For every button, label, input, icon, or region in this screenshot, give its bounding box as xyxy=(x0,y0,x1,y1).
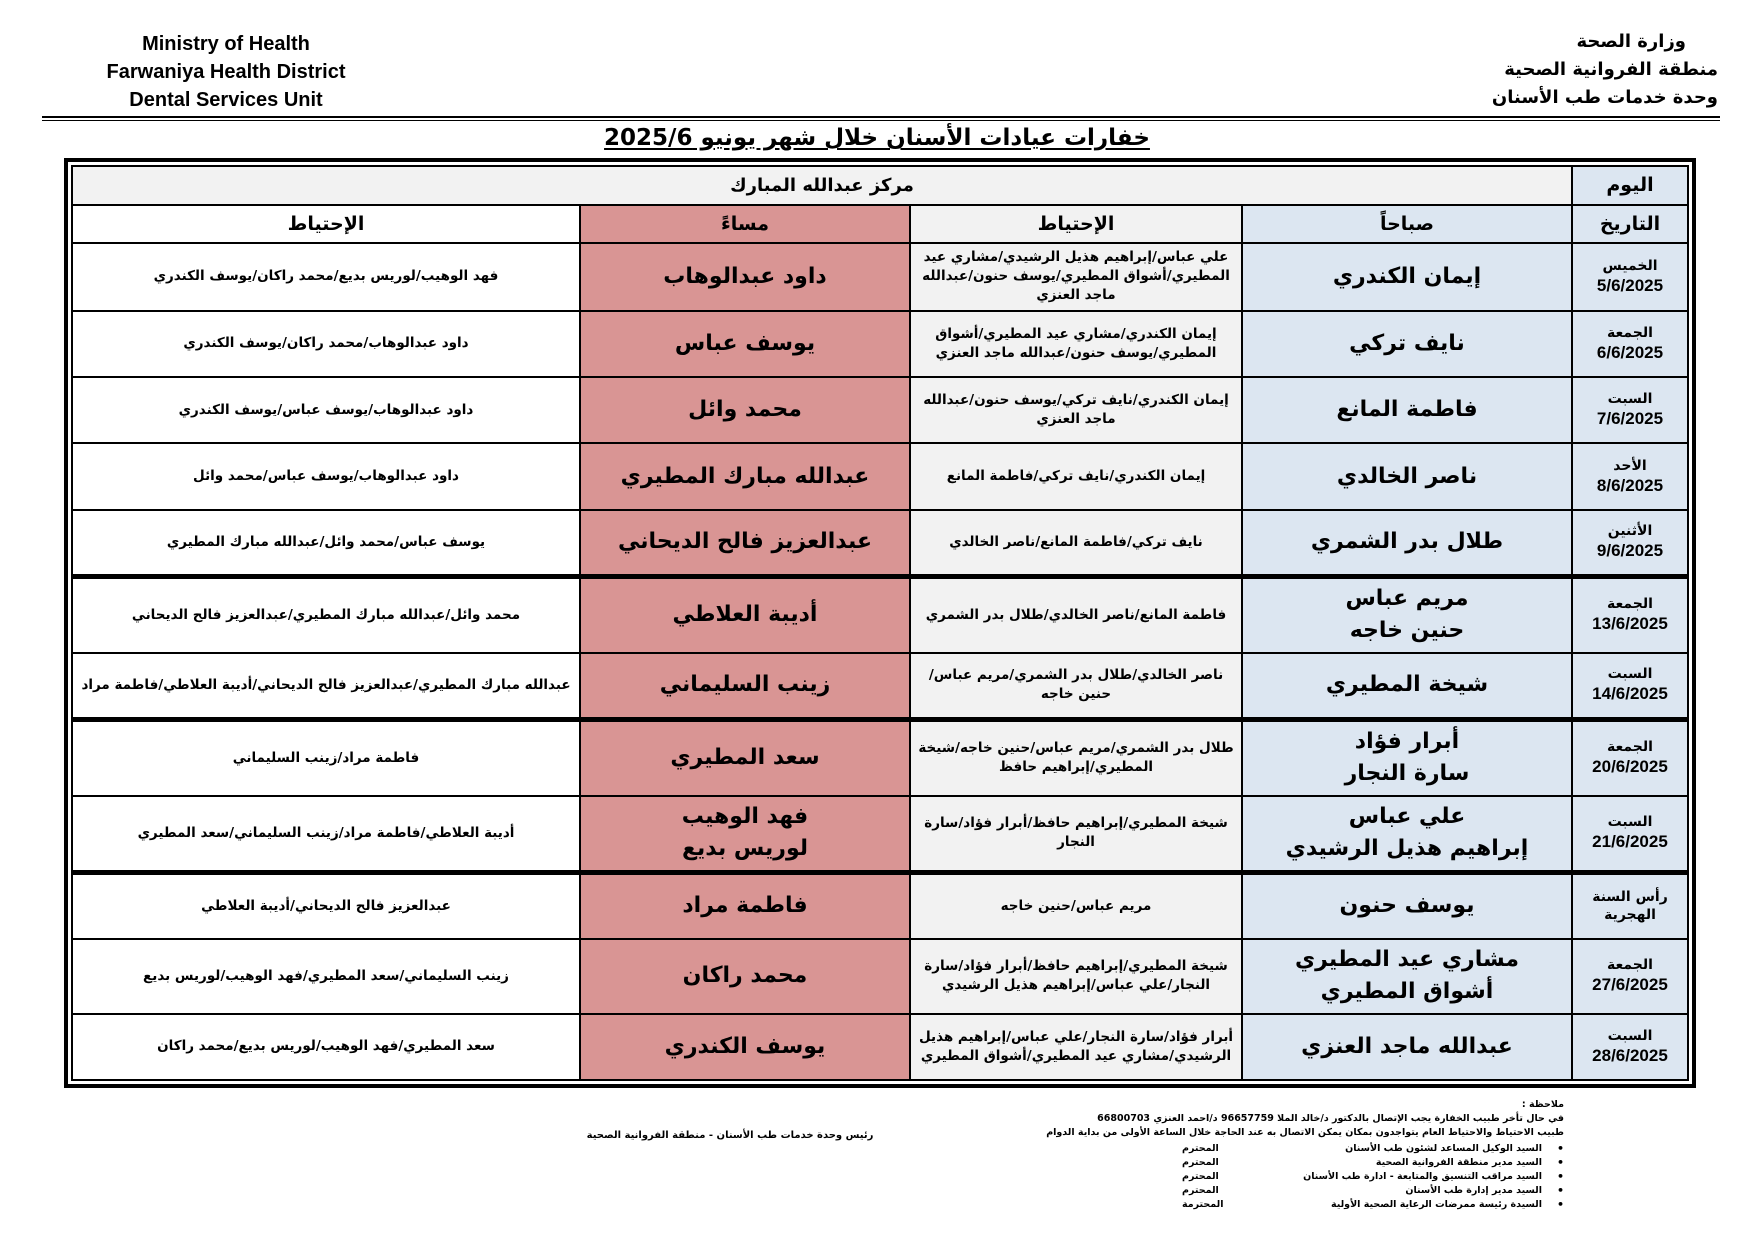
day-date: 9/6/2025 xyxy=(1596,541,1664,561)
notes-heading: ملاحظة : xyxy=(1521,1099,1564,1110)
schedule-row xyxy=(72,243,1688,310)
day-header: اليوم xyxy=(1572,166,1688,205)
date-cell xyxy=(1572,311,1688,377)
day-date: 27/6/2025 xyxy=(1592,975,1668,995)
evening-doctor-name: يوسف عباس xyxy=(674,330,816,356)
evening-reserve-cell: أديبة العلاطي/فاطمة مراد/زينب السليماني/سعد المطيري xyxy=(72,796,580,873)
evening-doctor-name: محمد راكان xyxy=(682,963,808,989)
schedule-row xyxy=(72,311,1688,377)
morning-doctor-cell xyxy=(1242,796,1572,873)
schedule-row xyxy=(72,939,1688,1014)
evening-reserve-cell: داود عبدالوهاب/محمد راكان/يوسف الكندري xyxy=(72,311,580,377)
morning-doctor-name: ناصر الخالدي xyxy=(1336,463,1478,489)
morning-doctor-name: إبراهيم هذيل الرشيدي xyxy=(1285,836,1529,862)
day-name: السبت xyxy=(1607,1027,1653,1044)
morning-reserve-cell: أبرار فؤاد/سارة النجار/علي عباس/إبراهيم هذيل الرشيدي/مشاري عيد المطيري/أشواق المطيري xyxy=(910,1014,1242,1080)
morning-reserve-cell: فاطمة المانع/ناصر الخالدي/طلال بدر الشمري xyxy=(910,576,1242,653)
evening-doctor-name: فهد الوهيب xyxy=(681,804,809,830)
ministry-name-ar: وزارة الصحة xyxy=(1576,31,1686,52)
day-date: 8/6/2025 xyxy=(1596,475,1664,495)
recipient-item xyxy=(1182,1156,1542,1170)
morning-doctor-name: فاطمة المانع xyxy=(1336,397,1478,423)
evening-doctor-cell xyxy=(580,443,910,509)
schedule-frame xyxy=(64,158,1696,1088)
day-name: الجمعة xyxy=(1607,596,1653,613)
morning-reserve-cell: إيمان الكندري/مشاري عيد المطيري/أشواق المطيري/يوسف حنون/عبدالله ماجد العنزي xyxy=(910,311,1242,377)
evening-doctor-cell xyxy=(580,1014,910,1080)
evening-doctor-cell xyxy=(580,872,910,938)
morning-doctor-cell xyxy=(1242,939,1572,1014)
morning-reserve-cell: طلال بدر الشمري/مريم عباس/حنين خاجه/شيخة المطيري/إبراهيم حافظ xyxy=(910,719,1242,796)
page-title: خفارات عيادات الأسنان خلال شهر يونيو 2025/6 xyxy=(604,125,1150,151)
day-date: 13/6/2025 xyxy=(1592,614,1668,634)
evening-reserve-cell: عبدالعزيز فالح الديحاني/أديبة العلاطي xyxy=(72,872,580,938)
evening-doctor-cell xyxy=(580,719,910,796)
evening-doctor-cell xyxy=(580,243,910,310)
schedule-row xyxy=(72,576,1688,653)
evening-doctor-name: زينب السليماني xyxy=(659,672,831,698)
morning-doctor-cell xyxy=(1242,1014,1572,1080)
morning-doctor-cell xyxy=(1242,576,1572,653)
evening-reserve-cell: سعد المطيري/فهد الوهيب/لوريس بديع/محمد راكان xyxy=(72,1014,580,1080)
morning-doctor-cell xyxy=(1242,243,1572,310)
day-name: الأحد xyxy=(1613,457,1647,474)
evening-doctor-name: محمد وائل xyxy=(688,397,802,423)
recipient-name: • السيدة رئيسة ممرضات الرعاية الصحية الأولية xyxy=(1330,1199,1542,1210)
date-cell xyxy=(1572,510,1688,576)
header-row-center xyxy=(72,166,1688,205)
day-date: 5/6/2025 xyxy=(1596,275,1664,295)
evening-doctor-cell xyxy=(580,796,910,873)
recipient-title: المحترم xyxy=(1182,1185,1219,1196)
notes-line-2: طبيب الاحتياط والاحتياط العام يتواجدون بمكان يمكن الاتصال به عند الحاجة خلال الساعة الأولى من بداية الدوام xyxy=(1046,1127,1564,1138)
morning-doctor-name: سارة النجار xyxy=(1344,761,1470,787)
day-name: الجمعة xyxy=(1607,957,1653,974)
schedule-row xyxy=(72,719,1688,796)
reserve-morning-header: الإحتياط xyxy=(910,205,1242,244)
morning-reserve-cell: علي عباس/إبراهيم هذيل الرشيدي/مشاري عيد المطيري/أشواق المطيري/يوسف حنون/عبدالله ماجد العنزي xyxy=(910,243,1242,310)
morning-doctor-name: أبرار فؤاد xyxy=(1354,729,1460,755)
recipient-title: المحترم xyxy=(1182,1143,1219,1154)
day-name: الجمعة xyxy=(1607,324,1653,341)
day-name: رأس السنة الهجرية xyxy=(1592,889,1668,924)
date-cell xyxy=(1572,653,1688,719)
evening-doctor-cell xyxy=(580,377,910,443)
district-name-en: Farwaniya Health District xyxy=(106,61,346,83)
schedule-row xyxy=(72,1014,1688,1080)
date-cell xyxy=(1572,1014,1688,1080)
morning-doctor-cell xyxy=(1242,443,1572,509)
evening-doctor-cell xyxy=(580,653,910,719)
morning-header: صباحاً xyxy=(1242,205,1572,244)
day-date: 14/6/2025 xyxy=(1592,684,1668,704)
day-date: 28/6/2025 xyxy=(1592,1045,1668,1065)
evening-reserve-cell: زينب السليماني/سعد المطيري/فهد الوهيب/لوريس بديع xyxy=(72,939,580,1014)
date-cell xyxy=(1572,576,1688,653)
morning-doctor-name: يوسف حنون xyxy=(1339,893,1475,919)
evening-doctor-name: عبدالعزيز فالح الديحاني xyxy=(617,529,873,555)
morning-doctor-cell xyxy=(1242,377,1572,443)
morning-doctor-name: حنين خاجه xyxy=(1349,618,1465,644)
morning-doctor-name: أشواق المطيري xyxy=(1320,979,1494,1005)
day-name: السبت xyxy=(1607,814,1653,831)
header-divider xyxy=(42,116,1720,118)
schedule-row xyxy=(72,872,1688,938)
recipient-name: • السيد مدير منطقة الفروانية الصحية xyxy=(1375,1157,1542,1168)
notes-line-1: في حال تأخر طبيب الخفارة يجب الإتصال بالدكتور د/خالد الملا 96657759 د/احمد العنزي 66800703 xyxy=(1097,1113,1564,1124)
morning-reserve-cell: مريم عباس/حنين خاجه xyxy=(910,872,1242,938)
morning-doctor-cell xyxy=(1242,311,1572,377)
signature-line: رئيس وحدة خدمات طب الأسنان - منطقة الفروانية الصحية xyxy=(586,1130,874,1141)
day-name: الجمعة xyxy=(1607,739,1653,756)
evening-reserve-cell: يوسف عباس/محمد وائل/عبدالله مبارك المطيري xyxy=(72,510,580,576)
ministry-name-en: Ministry of Health xyxy=(142,33,310,55)
morning-doctor-name: مريم عباس xyxy=(1345,586,1469,612)
morning-doctor-cell xyxy=(1242,872,1572,938)
header-arabic xyxy=(1398,28,1718,112)
morning-doctor-name: علي عباس xyxy=(1348,804,1466,830)
evening-doctor-cell xyxy=(580,939,910,1014)
evening-doctor-cell xyxy=(580,576,910,653)
morning-doctor-name: مشاري عيد المطيري xyxy=(1295,947,1519,973)
morning-doctor-name: شيخة المطيري xyxy=(1325,672,1489,698)
date-header: التاريخ xyxy=(1572,205,1688,244)
recipient-item xyxy=(1182,1170,1542,1184)
date-cell xyxy=(1572,872,1688,938)
district-name-ar: منطقة الفروانية الصحية xyxy=(1504,59,1718,80)
date-cell xyxy=(1572,443,1688,509)
day-name: السبت xyxy=(1607,391,1653,408)
recipient-item xyxy=(1182,1142,1542,1156)
reserve-evening-header: الإحتياط xyxy=(72,205,580,244)
morning-reserve-cell: إيمان الكندري/نايف تركي/فاطمة المانع xyxy=(910,443,1242,509)
date-cell xyxy=(1572,377,1688,443)
morning-doctor-cell xyxy=(1242,510,1572,576)
evening-reserve-cell: محمد وائل/عبدالله مبارك المطيري/عبدالعزيز فالح الديحاني xyxy=(72,576,580,653)
morning-reserve-cell: إيمان الكندري/نايف تركي/يوسف حنون/عبدالله ماجد العنزي xyxy=(910,377,1242,443)
day-date: 6/6/2025 xyxy=(1596,342,1664,362)
evening-doctor-name: لوريس بديع xyxy=(682,836,808,862)
date-cell xyxy=(1572,719,1688,796)
date-cell xyxy=(1572,939,1688,1014)
header-english xyxy=(96,30,356,114)
evening-reserve-cell: داود عبدالوهاب/يوسف عباس/محمد وائل xyxy=(72,443,580,509)
evening-reserve-cell: فهد الوهيب/لوريس بديع/محمد راكان/يوسف الكندري xyxy=(72,243,580,310)
morning-doctor-cell xyxy=(1242,653,1572,719)
date-cell xyxy=(1572,796,1688,873)
recipient-title: المحترم xyxy=(1182,1157,1219,1168)
day-date: 20/6/2025 xyxy=(1592,757,1668,777)
evening-doctor-name: فاطمة مراد xyxy=(682,893,808,919)
recipient-item xyxy=(1182,1198,1542,1212)
evening-reserve-cell: فاطمة مراد/زينب السليماني xyxy=(72,719,580,796)
unit-name-ar: وحدة خدمات طب الأسنان xyxy=(1491,87,1718,108)
morning-reserve-cell: ناصر الخالدي/طلال بدر الشمري/مريم عباس/حنين خاجه xyxy=(910,653,1242,719)
day-name: الأثنين xyxy=(1607,523,1653,540)
unit-name-en: Dental Services Unit xyxy=(129,89,323,111)
evening-doctor-name: أديبة العلاطي xyxy=(672,602,818,628)
evening-doctor-cell xyxy=(580,510,910,576)
morning-reserve-cell: نايف تركي/فاطمة المانع/ناصر الخالدي xyxy=(910,510,1242,576)
header-row-columns xyxy=(72,205,1688,244)
recipient-name: • السيد الوكيل المساعد لشئون طب الأسنان xyxy=(1345,1143,1542,1154)
morning-doctor-name: إيمان الكندري xyxy=(1332,263,1482,289)
evening-reserve-cell: داود عبدالوهاب/يوسف عباس/يوسف الكندري xyxy=(72,377,580,443)
center-name: مركز عبدالله المبارك xyxy=(72,166,1572,205)
schedule-table xyxy=(71,165,1689,1081)
schedule-row xyxy=(72,653,1688,719)
recipient-title: المحترمة xyxy=(1182,1199,1224,1210)
evening-doctor-name: يوسف الكندري xyxy=(664,1033,826,1059)
evening-reserve-cell: عبدالله مبارك المطيري/عبدالعزيز فالح الديحاني/أديبة العلاطي/فاطمة مراد xyxy=(72,653,580,719)
morning-doctor-name: نايف تركي xyxy=(1349,330,1465,356)
evening-header: مساءً xyxy=(580,205,910,244)
evening-doctor-name: عبدالله مبارك المطيري xyxy=(620,463,870,489)
notes-section xyxy=(1004,1098,1564,1212)
schedule-row xyxy=(72,510,1688,576)
recipients-list xyxy=(1004,1142,1564,1212)
morning-doctor-cell xyxy=(1242,719,1572,796)
day-name: السبت xyxy=(1607,666,1653,683)
morning-reserve-cell: شيخة المطيري/إبراهيم حافظ/أبرار فؤاد/سارة النجار xyxy=(910,796,1242,873)
day-date: 21/6/2025 xyxy=(1592,832,1668,852)
date-cell xyxy=(1572,243,1688,310)
schedule-row xyxy=(72,443,1688,509)
schedule-row xyxy=(72,377,1688,443)
recipient-title: المحترم xyxy=(1182,1171,1219,1182)
recipient-name: • السيد مراقب التنسيق والمتابعة - ادارة طب الأسنان xyxy=(1303,1171,1542,1182)
schedule-row xyxy=(72,796,1688,873)
recipient-item xyxy=(1182,1184,1542,1198)
recipient-name: • السيد مدير إدارة طب الأسنان xyxy=(1405,1185,1542,1196)
morning-doctor-name: عبدالله ماجد العنزي xyxy=(1301,1033,1513,1059)
evening-doctor-cell xyxy=(580,311,910,377)
evening-doctor-name: داود عبدالوهاب xyxy=(663,263,827,289)
morning-reserve-cell: شيخة المطيري/إبراهيم حافظ/أبرار فؤاد/سارة النجار/علي عباس/إبراهيم هذيل الرشيدي xyxy=(910,939,1242,1014)
evening-doctor-name: سعد المطيري xyxy=(670,745,820,771)
day-name: الخميس xyxy=(1602,257,1658,274)
morning-doctor-name: طلال بدر الشمري xyxy=(1310,529,1504,555)
day-date: 7/6/2025 xyxy=(1596,409,1664,429)
